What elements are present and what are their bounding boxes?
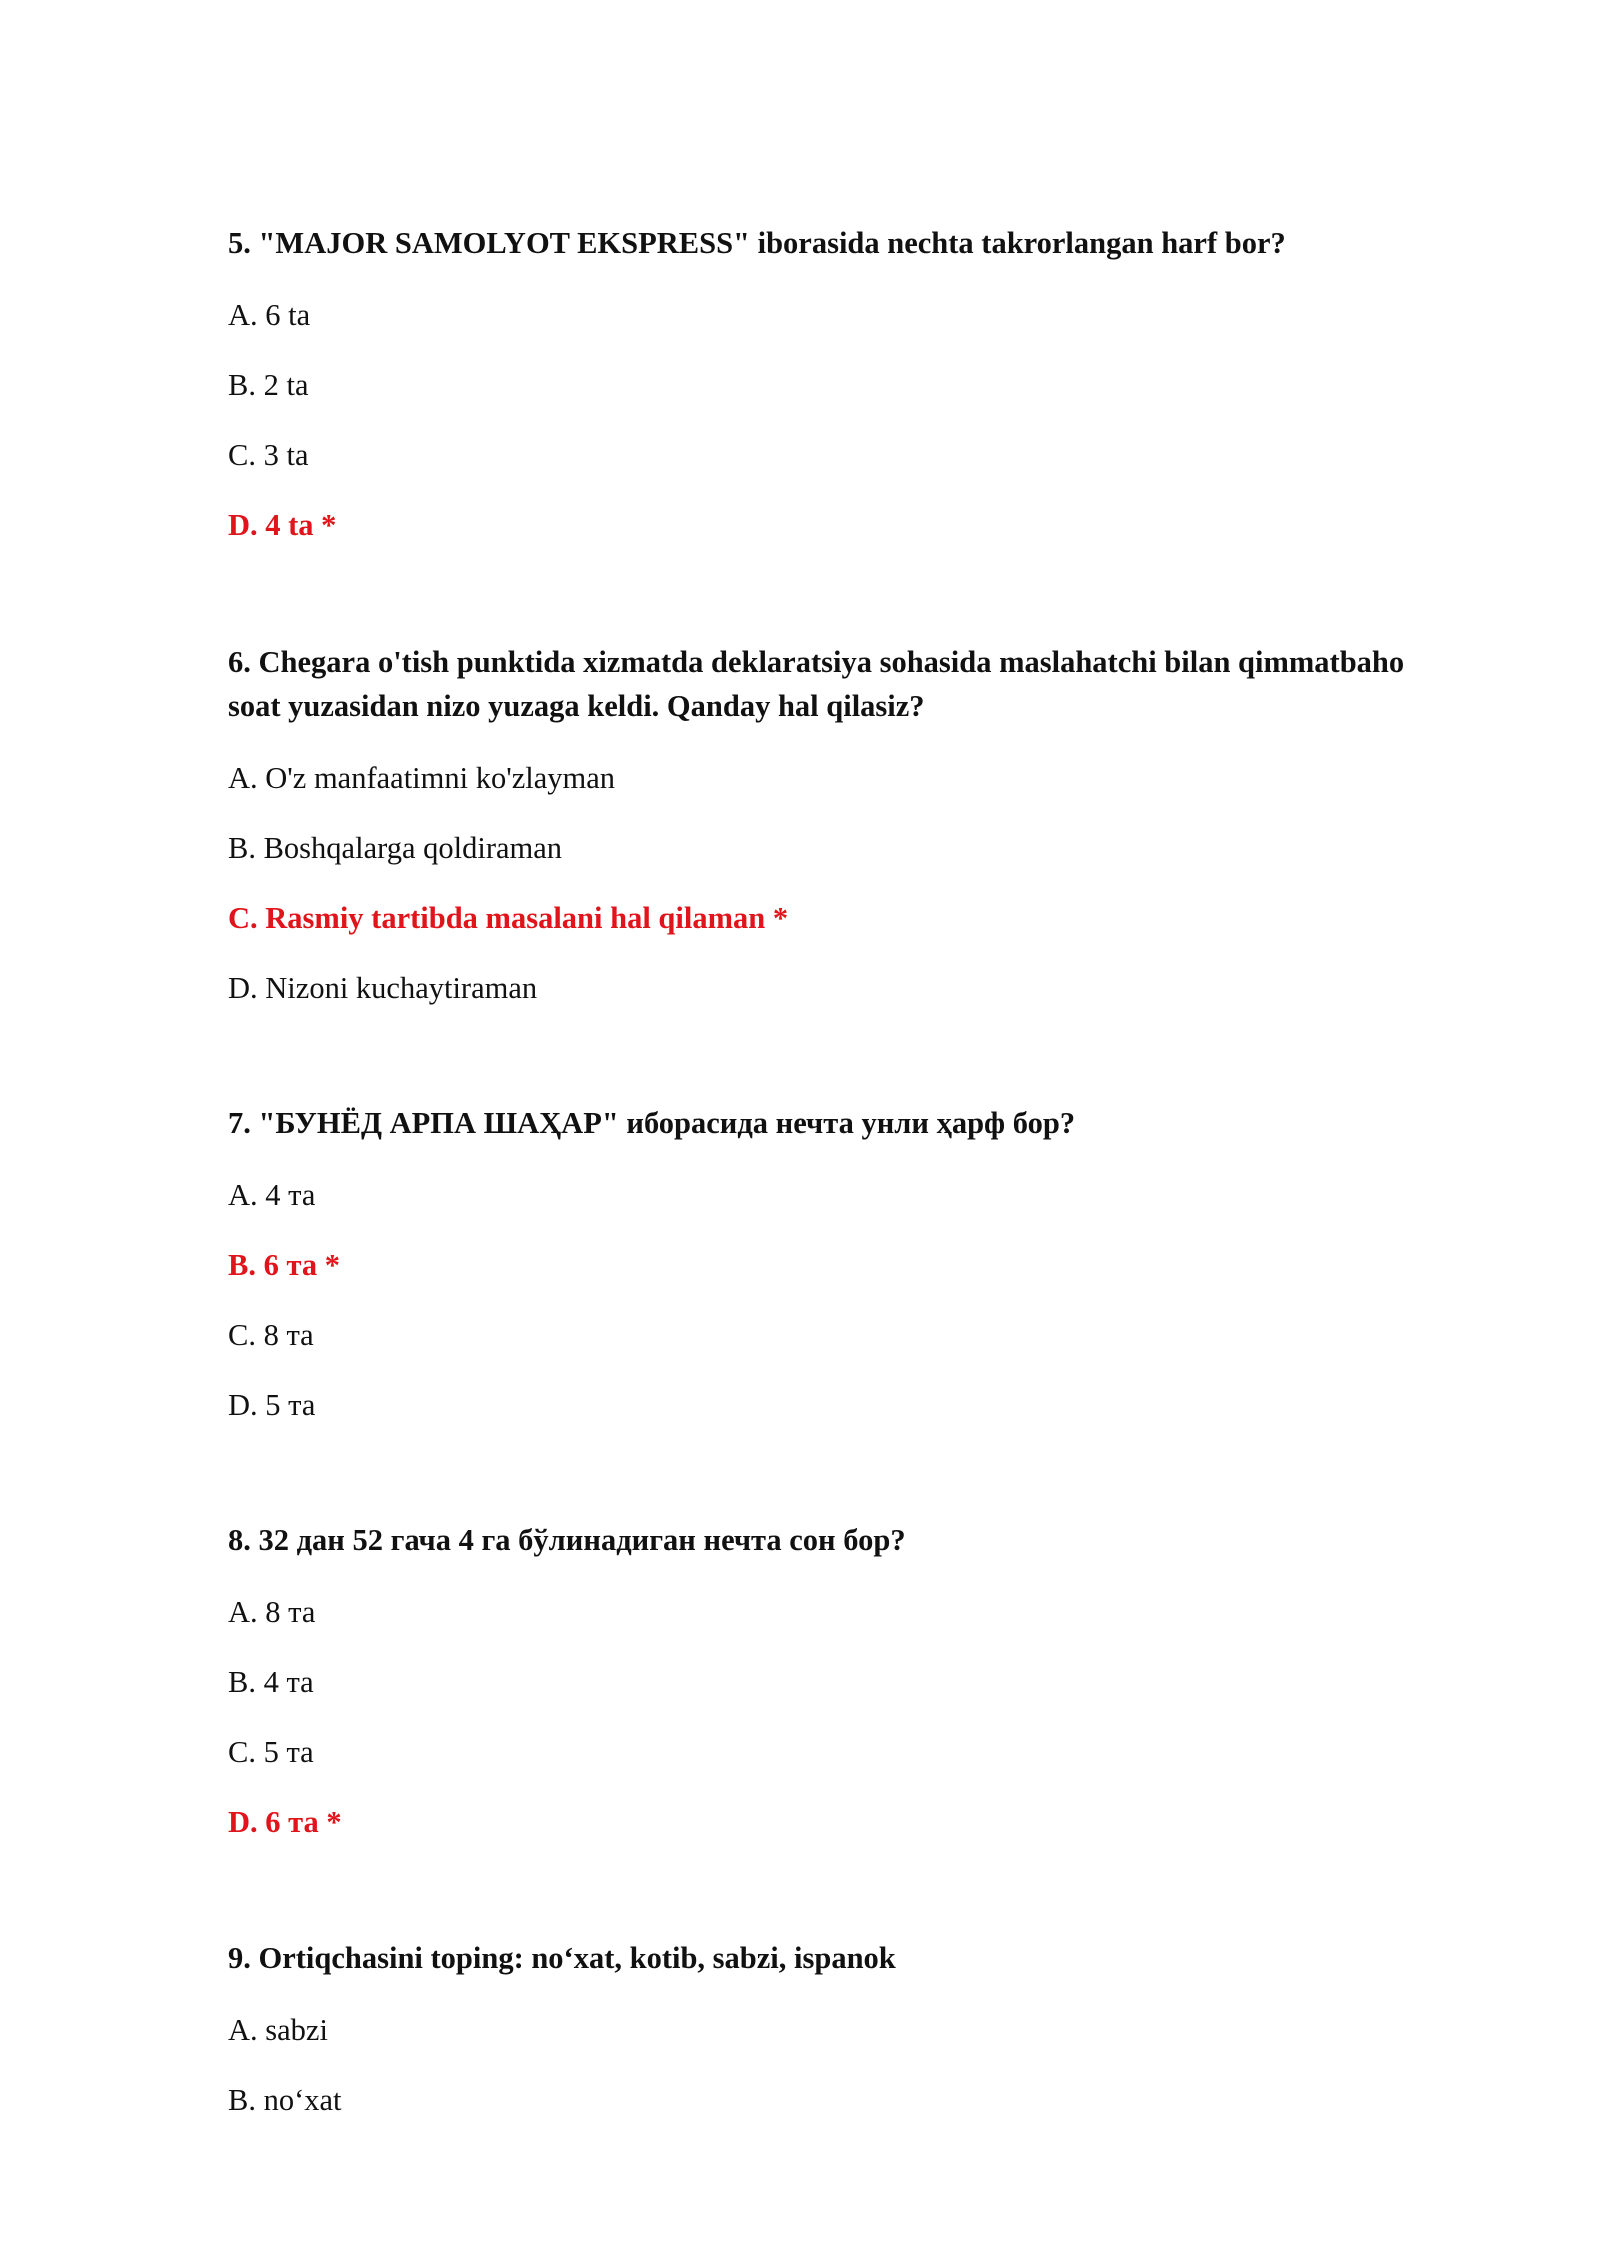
option-c: C. 3 ta [228, 438, 309, 472]
option-c: C. 5 та [228, 1735, 314, 1769]
answer-options [228, 1594, 1488, 1840]
question-9 [228, 1936, 1488, 2118]
question-5 [228, 221, 1488, 543]
option-a: A. O'z manfaatimni ko'zlayman [228, 761, 616, 795]
question-7 [228, 1101, 1488, 1423]
option-d: D. 5 та [228, 1388, 316, 1422]
option-d: D. Nizoni kuchaytiraman [228, 971, 538, 1005]
question-text: 6. Chegara o'tish punktida xizmatda deklaratsiya sohasida maslahatchi bilan qimmatbaho soat yuzasidan nizo yuzaga keldi. Qanday hal qilasiz? [228, 645, 1405, 723]
question-text: 9. Ortiqchasini toping: no‘xat, kotib, sabzi, ispanok [228, 1941, 896, 1975]
answer-options [228, 760, 1488, 1006]
option-b: B. no‘xat [228, 2083, 342, 2117]
question-text: 8. 32 дан 52 гача 4 га бўлинадиган нечта сон бор? [228, 1523, 906, 1557]
question-6 [228, 640, 1488, 1006]
option-c-correct: C. Rasmiy tartibda masalani hal qilaman * [228, 901, 789, 935]
question-text: 7. "БУНЁД АРПА ШАҲАР" иборасида нечта унли ҳарф бор? [228, 1106, 1076, 1140]
option-a: A. sabzi [228, 2013, 328, 2047]
option-a: A. 8 та [228, 1595, 316, 1629]
option-d-correct: D. 6 та * [228, 1805, 342, 1839]
answer-options [228, 1177, 1488, 1423]
answer-options [228, 297, 1488, 543]
option-d-correct: D. 4 ta * [228, 508, 337, 542]
option-a: A. 4 та [228, 1178, 316, 1212]
option-c: C. 8 та [228, 1318, 314, 1352]
question-text: 5. "MAJOR SAMOLYOT EKSPRESS" iborasida nechta takrorlangan harf bor? [228, 226, 1286, 260]
option-b-correct: B. 6 та * [228, 1248, 340, 1282]
option-b: B. 2 ta [228, 368, 309, 402]
option-a: A. 6 ta [228, 298, 311, 332]
answer-options [228, 2012, 1488, 2118]
option-b: B. Boshqalarga qoldiraman [228, 831, 563, 865]
option-b: B. 4 та [228, 1665, 314, 1699]
question-8 [228, 1518, 1488, 1840]
